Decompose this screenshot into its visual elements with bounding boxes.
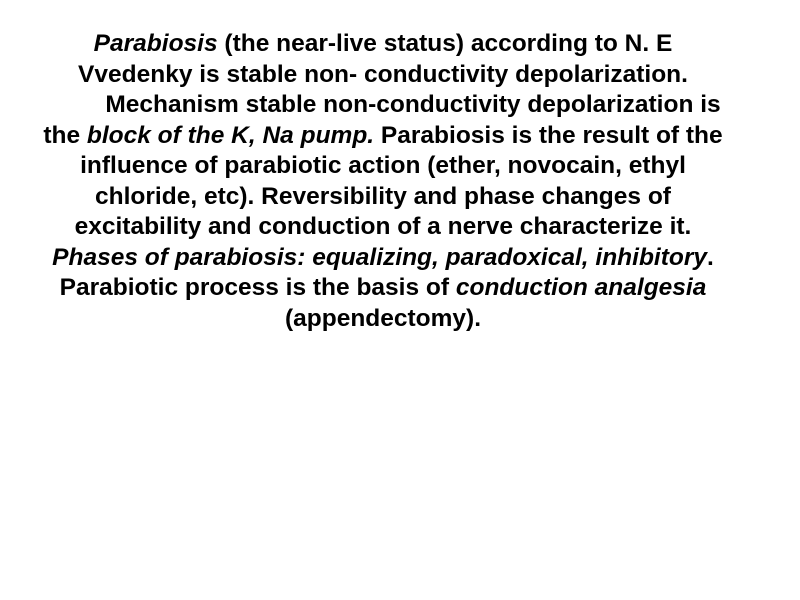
term-conduction-analgesia: conduction analgesia: [455, 274, 707, 301]
term-parabiosis: Parabiosis: [93, 30, 218, 57]
term-phases: Phases of parabiosis: equalizing, paradoxical, inhibitory: [52, 243, 708, 271]
tail-text: (appendectomy).: [284, 304, 482, 332]
definition-text: (the near-live status) according to N. E Vvedenky is stable non- conductivity depolarization.: [78, 30, 688, 88]
mechanism-lead: Mechanism stable non-conductivity depolarization is the: [43, 91, 721, 149]
phases-continuation: . Parabiotic process is the basis of: [59, 243, 714, 301]
paragraph-mechanism: [38, 90, 728, 334]
result-text: Parabiosis is the result of the influence of parabiotic action (ether, novocain, ethyl chloride, etc). Reversibility and phase changes of excitability and conduction of a nerve characterize it.: [74, 121, 723, 240]
term-block-pump: block of the K, Na pump.: [86, 121, 375, 149]
paragraph-parabiosis-definition: [38, 29, 728, 90]
slide-text: [38, 29, 728, 334]
